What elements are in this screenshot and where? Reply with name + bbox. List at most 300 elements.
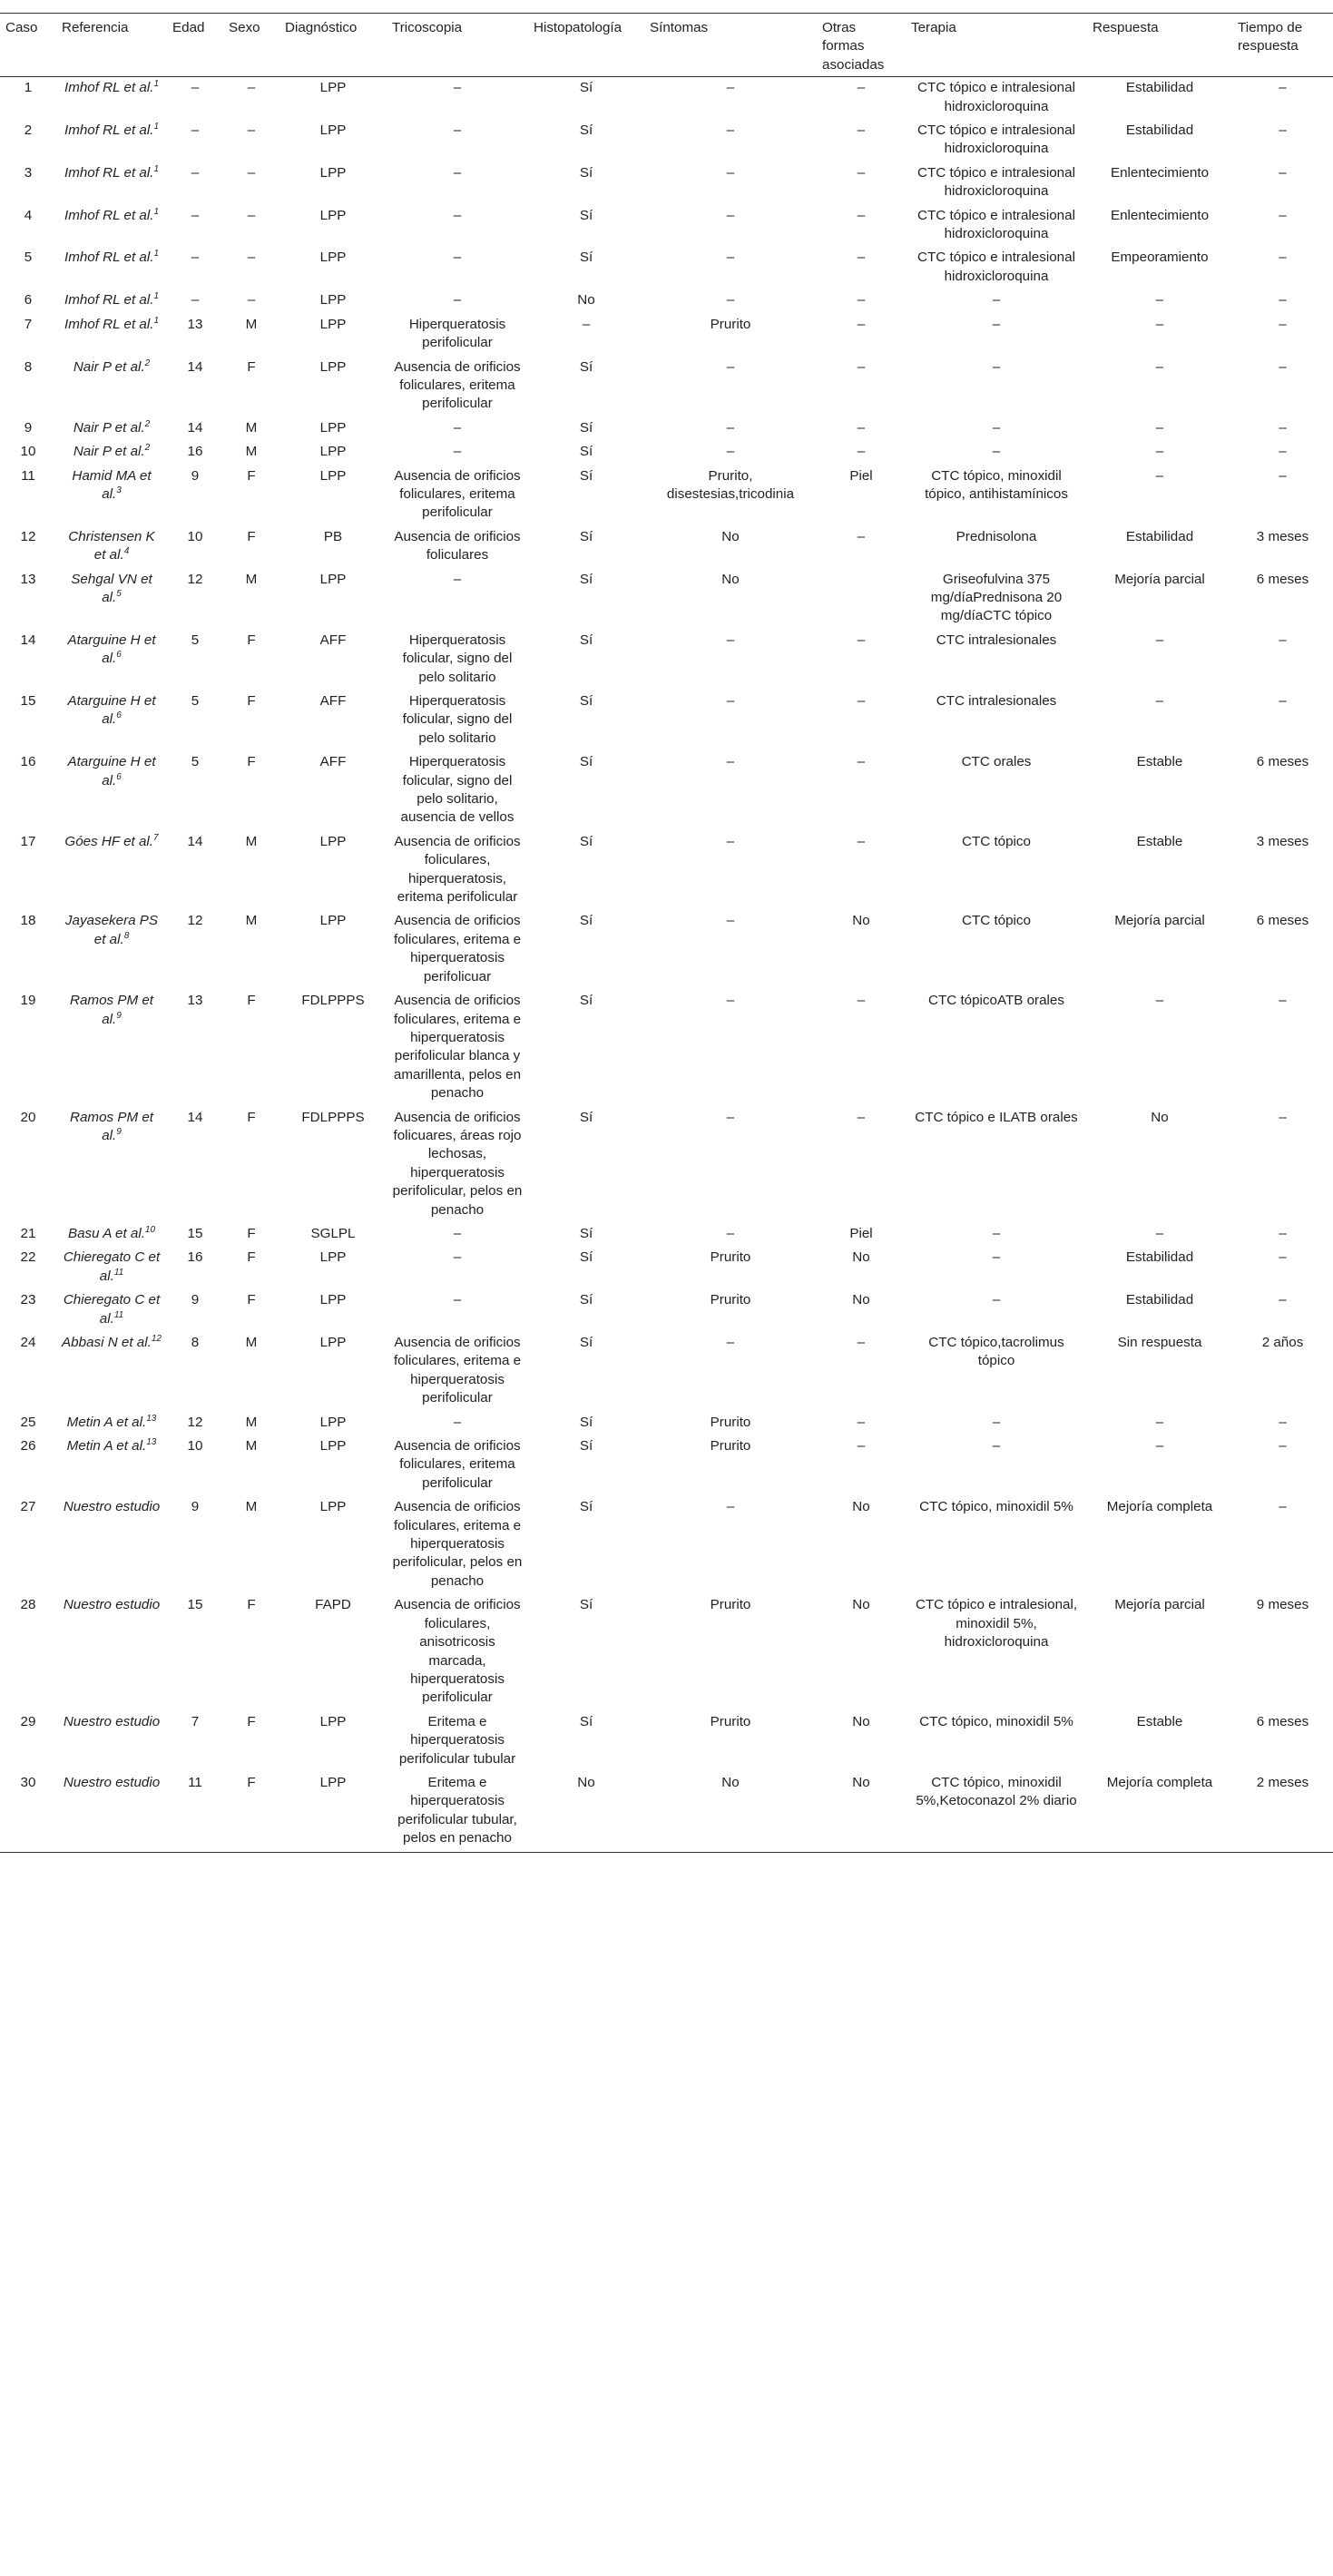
table-row: [0, 357, 1333, 417]
cell-sexo: –: [247, 292, 256, 309]
cell-respuesta: Estabilidad: [1125, 122, 1194, 139]
reference-text: Imhof RL et al.: [64, 164, 154, 181]
cell-tricoscopia: –: [453, 122, 462, 139]
table-row: [0, 990, 1333, 1106]
cell-respuesta: Mejoría parcial: [1114, 1597, 1205, 1613]
cell-edad: –: [191, 207, 200, 223]
reference-text: Nair P et al.: [73, 444, 145, 460]
cell-tiempo-respuesta: 3 meses: [1256, 833, 1309, 849]
cell-referencia: [56, 1332, 167, 1412]
table-row: [0, 1247, 1333, 1289]
cell-diagnostico: LPP: [319, 207, 347, 223]
table-row: [0, 314, 1333, 357]
column-header: Caso: [5, 20, 38, 35]
reference-number: 1: [153, 121, 160, 132]
cell-sintomas: Prurito: [710, 1292, 751, 1308]
cell-histopatologia: Sí: [579, 1499, 593, 1515]
reference-text: Nair P et al.: [73, 358, 145, 375]
cell-caso: 29: [20, 1713, 36, 1729]
cell-tiempo-respuesta: –: [1279, 292, 1287, 309]
cell-respuesta: –: [1155, 632, 1164, 648]
table-row: [0, 1594, 1333, 1710]
cell-sexo: –: [247, 122, 256, 139]
reference-text: Nuestro estudio: [63, 1774, 161, 1790]
cell-respuesta: –: [1155, 444, 1164, 460]
cell-tiempo-respuesta: –: [1279, 444, 1287, 460]
cell-tricoscopia: –: [453, 164, 462, 181]
reference-text: Imhof RL et al.: [64, 80, 154, 96]
cell-diagnostico: LPP: [319, 1292, 347, 1308]
cell-histopatologia: Sí: [579, 528, 593, 544]
cell-terapia: –: [992, 1414, 1001, 1430]
cell-histopatologia: Sí: [579, 1225, 593, 1241]
cell-otras-formas: No: [852, 1713, 870, 1729]
table-row: [0, 1289, 1333, 1332]
cell-diagnostico: LPP: [319, 419, 347, 436]
cell-tiempo-respuesta: –: [1279, 632, 1287, 648]
cell-terapia: Griseofulvina 375 mg/díaPrednisona 20 mg/díaCTC tópico: [930, 571, 1063, 624]
cell-otras-formas: [817, 569, 906, 630]
cell-caso: 5: [24, 250, 33, 266]
cell-referencia: [56, 831, 167, 911]
cell-sexo: M: [245, 1438, 258, 1455]
cell-referencia: [56, 1107, 167, 1223]
cell-diagnostico: LPP: [319, 80, 347, 96]
cell-referencia: [56, 357, 167, 417]
cell-sintomas: –: [726, 122, 735, 139]
cell-edad: 12: [187, 1414, 203, 1430]
cell-caso: 12: [20, 528, 36, 544]
cell-respuesta: Estabilidad: [1125, 80, 1194, 96]
cell-sexo: M: [245, 913, 258, 929]
cell-terapia: CTC tópico e intralesional hidroxicloroquina: [917, 122, 1075, 157]
cell-terapia: CTC orales: [961, 754, 1032, 770]
cell-sexo: F: [247, 528, 256, 544]
table-row: [0, 1107, 1333, 1223]
cell-referencia: [56, 1223, 167, 1247]
cell-sexo: M: [245, 316, 258, 332]
cell-tiempo-respuesta: –: [1279, 1249, 1287, 1266]
cell-edad: 13: [187, 993, 203, 1009]
cell-tiempo-respuesta: 6 meses: [1256, 1713, 1309, 1729]
cell-diagnostico: LPP: [319, 444, 347, 460]
cell-otras-formas: –: [857, 207, 866, 223]
cell-diagnostico: LPP: [319, 122, 347, 139]
cell-respuesta: –: [1155, 292, 1164, 309]
cell-sintomas: –: [726, 419, 735, 436]
cell-referencia: [56, 751, 167, 831]
reference-number: 11: [113, 1267, 124, 1278]
cell-otras-formas: –: [857, 419, 866, 436]
column-header: Sexo: [229, 20, 260, 35]
cell-respuesta: Estable: [1136, 754, 1183, 770]
table-body: [0, 77, 1333, 1852]
cell-otras-formas: No: [852, 1774, 870, 1790]
column-header: Diagnóstico: [285, 20, 358, 35]
cell-diagnostico: LPP: [319, 1713, 347, 1729]
column-header: Histopatología: [534, 20, 622, 35]
reference-text: Imhof RL et al.: [64, 122, 154, 139]
cell-caso: 18: [20, 913, 36, 929]
reference-number: 1: [153, 79, 160, 90]
cell-tricoscopia: Hiperqueratosis folicular, signo del pelo solitario: [402, 632, 513, 685]
cell-caso: 26: [20, 1438, 36, 1455]
table-row: [0, 630, 1333, 691]
cell-sexo: F: [247, 693, 256, 709]
cell-respuesta: Estabilidad: [1125, 528, 1194, 544]
cell-edad: 8: [191, 1335, 200, 1350]
reference-text: Chieregato C et al.: [63, 1249, 161, 1284]
cell-referencia: [56, 465, 167, 526]
cell-histopatologia: Sí: [579, 632, 593, 648]
reference-text: Nair P et al.: [73, 419, 145, 436]
table-row: [0, 1496, 1333, 1594]
cell-tricoscopia: Ausencia de orificios foliculares, eritema e hiperqueratosis perifolicular, pelos en penacho: [392, 1499, 523, 1589]
table-row: [0, 77, 1333, 120]
cell-tricoscopia: –: [453, 444, 462, 460]
cell-sintomas: –: [726, 1335, 735, 1350]
cell-sintomas: No: [721, 528, 740, 544]
cell-tricoscopia: –: [453, 80, 462, 96]
cell-sintomas: Prurito: [710, 1414, 751, 1430]
cell-diagnostico: FDLPPPS: [301, 1109, 365, 1125]
cell-edad: 10: [187, 1438, 203, 1455]
cell-tiempo-respuesta: –: [1279, 1225, 1287, 1241]
cell-sexo: M: [245, 1335, 258, 1350]
cell-respuesta: Enlentecimiento: [1110, 207, 1210, 223]
cell-edad: 16: [187, 444, 203, 460]
table-row: [0, 1332, 1333, 1412]
cell-tricoscopia: Ausencia de orificios folicuares, áreas rojo lechosas, hiperqueratosis perifolicular, pelos en penacho: [392, 1109, 523, 1218]
cell-otras-formas: No: [852, 1499, 870, 1515]
cell-diagnostico: PB: [323, 528, 343, 544]
column-header: Otras formas asociadas: [822, 20, 885, 73]
cell-tricoscopia: Eritema e hiperqueratosis perifolicular tubular, pelos en penacho: [397, 1774, 517, 1846]
cell-referencia: [56, 1289, 167, 1332]
cell-sexo: M: [245, 1414, 258, 1430]
cell-sintomas: Prurito: [710, 1713, 751, 1729]
reference-number: 2: [144, 418, 151, 429]
cell-sexo: F: [247, 1225, 256, 1241]
cell-diagnostico: LPP: [319, 1414, 347, 1430]
cell-terapia: CTC tópico e intralesional hidroxicloroquina: [917, 250, 1075, 284]
cell-caso: 23: [20, 1292, 36, 1308]
cell-sexo: F: [247, 467, 256, 484]
reference-text: Metin A et al.: [66, 1438, 147, 1455]
cell-terapia: –: [992, 419, 1001, 436]
cell-terapia: –: [992, 316, 1001, 332]
cell-sintomas: –: [726, 833, 735, 849]
reference-text: Imhof RL et al.: [64, 250, 154, 266]
cell-sintomas: –: [726, 1109, 735, 1125]
cell-sexo: M: [245, 1499, 258, 1515]
cell-caso: 14: [20, 632, 36, 648]
cell-tricoscopia: Ausencia de orificios foliculares: [394, 528, 521, 563]
cell-otras-formas: –: [857, 1109, 866, 1125]
cell-respuesta: –: [1155, 316, 1164, 332]
cell-tricoscopia: –: [453, 1249, 462, 1266]
cell-terapia: CTC intralesionales: [936, 693, 1057, 709]
cell-tricoscopia: Eritema e hiperqueratosis perifolicular tubular: [398, 1713, 516, 1767]
cell-histopatologia: Sí: [579, 122, 593, 139]
cell-tricoscopia: Hiperqueratosis folicular, signo del pelo solitario, ausencia de vellos: [400, 754, 515, 826]
reference-text: Hamid MA et al.: [72, 467, 152, 502]
cell-tricoscopia: –: [453, 250, 462, 266]
cell-caso: 20: [20, 1109, 36, 1125]
cell-otras-formas: –: [857, 358, 866, 375]
cell-otras-formas: Piel: [849, 467, 873, 484]
cell-tiempo-respuesta: 6 meses: [1256, 754, 1309, 770]
cell-tiempo-respuesta: –: [1279, 1414, 1287, 1430]
column-header: Respuesta: [1093, 20, 1159, 35]
reference-number: 1: [153, 291, 160, 302]
cell-diagnostico: LPP: [319, 316, 347, 332]
cell-referencia: [56, 569, 167, 630]
cell-respuesta: –: [1155, 358, 1164, 375]
cell-sexo: F: [247, 1249, 256, 1266]
cell-sexo: –: [247, 207, 256, 223]
cell-edad: 11: [188, 1774, 202, 1790]
cell-edad: –: [191, 164, 200, 181]
cell-otras-formas: –: [857, 1438, 866, 1455]
cell-caso: 1: [24, 80, 33, 96]
cell-tricoscopia: Hiperqueratosis folicular, signo del pelo solitario: [402, 693, 513, 746]
cell-sintomas: –: [726, 632, 735, 648]
cell-terapia: –: [992, 444, 1001, 460]
cell-histopatologia: Sí: [579, 419, 593, 436]
cell-diagnostico: LPP: [319, 1774, 347, 1790]
cell-diagnostico: LPP: [319, 250, 347, 266]
cell-tricoscopia: Ausencia de orificios foliculares, eritema perifolicular: [394, 467, 521, 521]
cell-tiempo-respuesta: –: [1279, 164, 1287, 181]
cell-caso: 30: [20, 1774, 36, 1790]
cell-edad: 16: [187, 1249, 203, 1266]
cell-sexo: M: [245, 419, 258, 436]
cell-referencia: [56, 314, 167, 357]
cell-edad: 5: [191, 632, 200, 648]
reference-text: Imhof RL et al.: [64, 316, 154, 332]
cell-respuesta: –: [1155, 467, 1164, 484]
cell-sintomas: –: [726, 250, 735, 266]
reference-text: Atarguine H et al.: [67, 693, 156, 728]
cell-respuesta: –: [1155, 993, 1164, 1009]
cell-respuesta: Mejoría completa: [1106, 1499, 1213, 1515]
cell-sexo: F: [247, 632, 256, 648]
reference-text: Nuestro estudio: [63, 1713, 161, 1729]
cell-histopatologia: Sí: [579, 1249, 593, 1266]
cell-caso: 21: [20, 1225, 36, 1241]
cell-sexo: F: [247, 1292, 256, 1308]
cell-diagnostico: FDLPPPS: [301, 993, 365, 1009]
cell-referencia: [56, 1496, 167, 1594]
cell-histopatologia: Sí: [579, 571, 593, 587]
cell-referencia: [56, 990, 167, 1106]
reference-text: Jayasekera PS et al.: [64, 913, 159, 947]
cell-edad: 7: [191, 1713, 200, 1729]
reference-number: 11: [113, 1309, 124, 1320]
cell-tiempo-respuesta: 3 meses: [1256, 528, 1309, 544]
cell-edad: 14: [187, 1109, 203, 1125]
cell-caso: 25: [20, 1414, 36, 1430]
cell-caso: 3: [24, 164, 33, 181]
cell-histopatologia: Sí: [579, 207, 593, 223]
cell-otras-formas: –: [857, 528, 866, 544]
reference-number: 6: [116, 650, 122, 661]
reference-number: 7: [153, 832, 159, 843]
cell-diagnostico: AFF: [319, 632, 347, 648]
cell-sintomas: Prurito: [710, 1597, 751, 1613]
cell-sintomas: No: [721, 571, 740, 587]
cell-tiempo-respuesta: 2 meses: [1256, 1774, 1309, 1790]
reference-text: Atarguine H et al.: [67, 754, 156, 788]
reference-number: 1: [153, 206, 160, 217]
cell-otras-formas: –: [857, 693, 866, 709]
cell-edad: 13: [187, 316, 203, 332]
cell-terapia: –: [992, 292, 1001, 309]
cell-histopatologia: Sí: [579, 913, 593, 929]
cell-tiempo-respuesta: –: [1279, 467, 1287, 484]
cell-respuesta: Estabilidad: [1125, 1249, 1194, 1266]
cell-diagnostico: LPP: [319, 833, 347, 849]
cell-tiempo-respuesta: –: [1279, 1499, 1287, 1515]
cell-sintomas: Prurito: [710, 316, 751, 332]
reference-number: 1: [153, 249, 160, 260]
reference-text: Imhof RL et al.: [64, 207, 154, 223]
reference-number: 13: [146, 1413, 157, 1424]
cell-terapia: CTC tópico, minoxidil 5%,Ketoconazol 2% diario: [916, 1774, 1077, 1809]
cell-terapia: –: [992, 1292, 1001, 1308]
table-row: [0, 1412, 1333, 1435]
cell-respuesta: Mejoría parcial: [1114, 913, 1205, 929]
cell-tiempo-respuesta: 2 años: [1261, 1335, 1304, 1350]
reference-number: 2: [144, 443, 151, 454]
cell-edad: 5: [191, 754, 200, 770]
cell-referencia: [56, 417, 167, 441]
cell-tricoscopia: Ausencia de orificios foliculares, eritema e hiperqueratosis perifolicular blanca y amarillenta, pelos en penacho: [393, 993, 522, 1102]
cell-sexo: F: [247, 358, 256, 375]
cell-otras-formas: –: [857, 754, 866, 770]
cell-tiempo-respuesta: –: [1279, 1292, 1287, 1308]
cell-terapia: CTC tópico: [962, 833, 1031, 849]
table-row: [0, 465, 1333, 526]
cell-otras-formas: –: [857, 292, 866, 309]
cell-referencia: [56, 441, 167, 465]
cell-sintomas: –: [726, 1499, 735, 1515]
cell-diagnostico: LPP: [319, 164, 347, 181]
cell-respuesta: Estable: [1136, 833, 1183, 849]
cell-tricoscopia: –: [453, 1225, 462, 1241]
cell-sintomas: –: [726, 358, 735, 375]
cell-otras-formas: –: [857, 164, 866, 181]
cell-sintomas: Prurito: [710, 1438, 751, 1455]
cell-caso: 22: [20, 1249, 36, 1266]
cell-referencia: [56, 205, 167, 248]
cell-referencia: [56, 77, 167, 120]
cell-edad: 15: [187, 1597, 203, 1613]
cell-sintomas: –: [726, 693, 735, 709]
table-row: [0, 1435, 1333, 1496]
cell-diagnostico: LPP: [319, 467, 347, 484]
cell-edad: 14: [187, 358, 203, 375]
cell-terapia: CTC tópico, minoxidil tópico, antihistamínicos: [925, 467, 1068, 502]
cell-histopatologia: Sí: [579, 358, 593, 375]
cell-otras-formas: Piel: [849, 1225, 873, 1241]
cell-sintomas: Prurito: [710, 1249, 751, 1266]
cell-histopatologia: Sí: [579, 250, 593, 266]
cell-referencia: [56, 1711, 167, 1772]
column-header: Terapia: [911, 20, 956, 35]
cell-sexo: M: [245, 833, 258, 849]
cell-terapia: –: [992, 1249, 1001, 1266]
reference-text: Nuestro estudio: [63, 1499, 161, 1515]
reference-text: Nuestro estudio: [63, 1597, 161, 1613]
table-row: [0, 1223, 1333, 1247]
cell-caso: 15: [20, 693, 36, 709]
reference-text: Ramos PM et al.: [70, 993, 153, 1027]
cell-terapia: Prednisolona: [956, 528, 1037, 544]
column-header: Tricoscopia: [392, 20, 463, 35]
cell-caso: 28: [20, 1597, 36, 1613]
cell-sexo: F: [247, 1597, 256, 1613]
cell-referencia: [56, 1412, 167, 1435]
cell-diagnostico: LPP: [319, 1438, 347, 1455]
cell-caso: 4: [24, 207, 33, 223]
cell-referencia: [56, 1772, 167, 1852]
cell-histopatologia: Sí: [579, 80, 593, 96]
cell-tiempo-respuesta: 6 meses: [1256, 571, 1309, 587]
cell-tricoscopia: –: [453, 1414, 462, 1430]
cell-histopatologia: Sí: [579, 1335, 593, 1350]
table-row: [0, 831, 1333, 911]
cell-otras-formas: No: [852, 1292, 870, 1308]
cell-referencia: [56, 910, 167, 990]
cell-tiempo-respuesta: –: [1279, 122, 1287, 139]
cell-diagnostico: AFF: [319, 754, 347, 770]
cell-otras-formas: –: [857, 122, 866, 139]
reference-number: 9: [116, 1126, 122, 1137]
cell-diagnostico: LPP: [319, 913, 347, 929]
cell-tricoscopia: –: [453, 1292, 462, 1308]
cell-caso: 9: [24, 419, 33, 436]
cell-histopatologia: No: [577, 292, 595, 309]
cell-referencia: [56, 691, 167, 751]
cell-tiempo-respuesta: 9 meses: [1256, 1597, 1309, 1613]
cell-edad: 9: [191, 467, 200, 484]
cell-edad: 15: [187, 1225, 203, 1241]
cell-caso: 11: [21, 467, 35, 484]
cell-terapia: CTC tópicoATB orales: [928, 993, 1064, 1009]
header-row: [0, 14, 1333, 77]
reference-text: Chieregato C et al.: [63, 1292, 161, 1327]
cell-otras-formas: –: [857, 80, 866, 96]
cell-sintomas: –: [726, 292, 735, 309]
cell-diagnostico: LPP: [319, 571, 347, 587]
cell-caso: 27: [20, 1499, 36, 1515]
cell-terapia: CTC tópico e intralesional hidroxicloroquina: [917, 207, 1075, 242]
cell-sintomas: –: [726, 444, 735, 460]
cell-diagnostico: LPP: [319, 1499, 347, 1515]
cell-terapia: CTC tópico e ILATB orales: [915, 1109, 1078, 1125]
cell-sexo: –: [247, 250, 256, 266]
reference-number: 1: [153, 163, 160, 174]
cell-respuesta: –: [1155, 419, 1164, 436]
cell-caso: 17: [20, 833, 36, 849]
table-row: [0, 569, 1333, 630]
cell-histopatologia: Sí: [579, 754, 593, 770]
reference-text: Imhof RL et al.: [64, 292, 154, 309]
cell-respuesta: Estable: [1136, 1713, 1183, 1729]
cell-histopatologia: Sí: [579, 993, 593, 1009]
